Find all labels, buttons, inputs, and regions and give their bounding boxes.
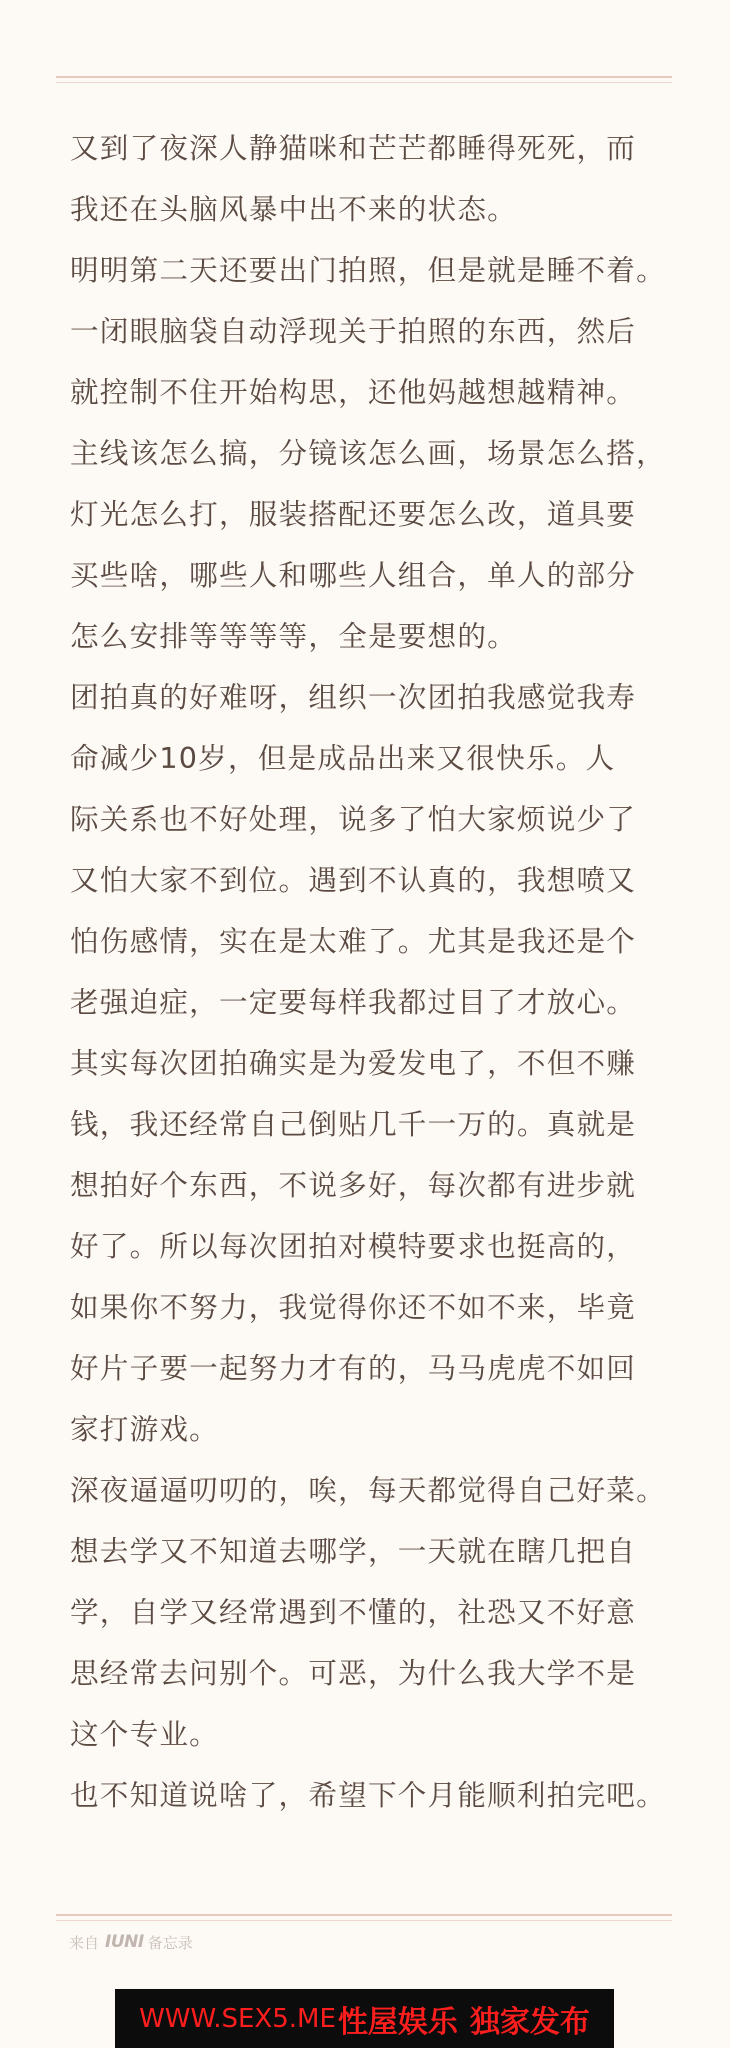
memo-line: 明明第二天还要出门拍照，但是就是睡不着。: [70, 253, 666, 287]
memo-line: 钱，我还经常自己倒贴几千一万的。真就是: [70, 1107, 637, 1141]
memo-line: 如果你不努力，我觉得你还不如不来，毕竟: [70, 1290, 637, 1324]
top-divider: [56, 76, 672, 83]
memo-line: 灯光怎么打，服装搭配还要怎么改，道具要: [70, 497, 637, 531]
source-footer: [69, 1932, 193, 1952]
memo-line: 想去学又不知道去哪学，一天就在瞎几把自: [70, 1534, 637, 1568]
memo-line: 老强迫症，一定要每样我都过目了才放心。: [70, 985, 637, 1019]
bottom-divider: [56, 1914, 672, 1921]
source-from-label: 来自: [69, 1933, 100, 1952]
iuni-logo: IUNI: [105, 1932, 144, 1952]
memo-line: 一闭眼脑袋自动浮现关于拍照的东西，然后: [70, 314, 637, 348]
memo-line: 思经常去问别个。可恶，为什么我大学不是: [70, 1656, 637, 1690]
source-app-name: 备忘录: [147, 1933, 193, 1952]
watermark-text-1: 性屋娱乐: [337, 2004, 458, 2040]
memo-body-text: [70, 118, 666, 1826]
memo-line: 怎么安排等等等等，全是要想的。: [70, 619, 517, 653]
memo-line: 家打游戏。: [70, 1412, 219, 1446]
memo-line: 想拍好个东西，不说多好，每次都有进步就: [70, 1168, 637, 1202]
memo-line: 也不知道说啥了，希望下个月能顺利拍完吧。: [70, 1778, 666, 1812]
memo-line: 又到了夜深人静猫咪和芒芒都睡得死死，而: [70, 131, 637, 165]
memo-line: 怕伤感情，实在是太难了。尤其是我还是个: [70, 924, 637, 958]
memo-line: 其实每次团拍确实是为爱发电了，不但不赚: [70, 1046, 637, 1080]
memo-line: 好片子要一起努力才有的，马马虎虎不如回: [70, 1351, 637, 1385]
watermark-url: WWW.SEX5.ME: [139, 2003, 336, 2034]
memo-line: 就控制不住开始构思，还他妈越想越精神。: [70, 375, 637, 409]
memo-line: 这个专业。: [70, 1717, 219, 1751]
watermark-banner: [115, 1989, 614, 2048]
memo-line: 又怕大家不到位。遇到不认真的，我想喷又: [70, 863, 637, 897]
memo-line: 好了。所以每次团拍对模特要求也挺高的，: [70, 1229, 637, 1263]
watermark-text-2: 独家发布: [469, 2004, 590, 2040]
memo-line: 主线该怎么搞，分镜该怎么画，场景怎么搭，: [70, 436, 666, 470]
memo-line: 际关系也不好处理，说多了怕大家烦说少了: [70, 802, 637, 836]
memo-line: 深夜逼逼叨叨的，唉，每天都觉得自己好菜。: [70, 1473, 666, 1507]
memo-line: 我还在头脑风暴中出不来的状态。: [70, 192, 517, 226]
memo-line: 命减少10岁，但是成品出来又很快乐。人: [70, 741, 616, 775]
memo-line: 买些啥，哪些人和哪些人组合，单人的部分: [70, 558, 637, 592]
memo-line: 学，自学又经常遇到不懂的，社恐又不好意: [70, 1595, 637, 1629]
memo-line: 团拍真的好难呀，组织一次团拍我感觉我寿: [70, 680, 637, 714]
